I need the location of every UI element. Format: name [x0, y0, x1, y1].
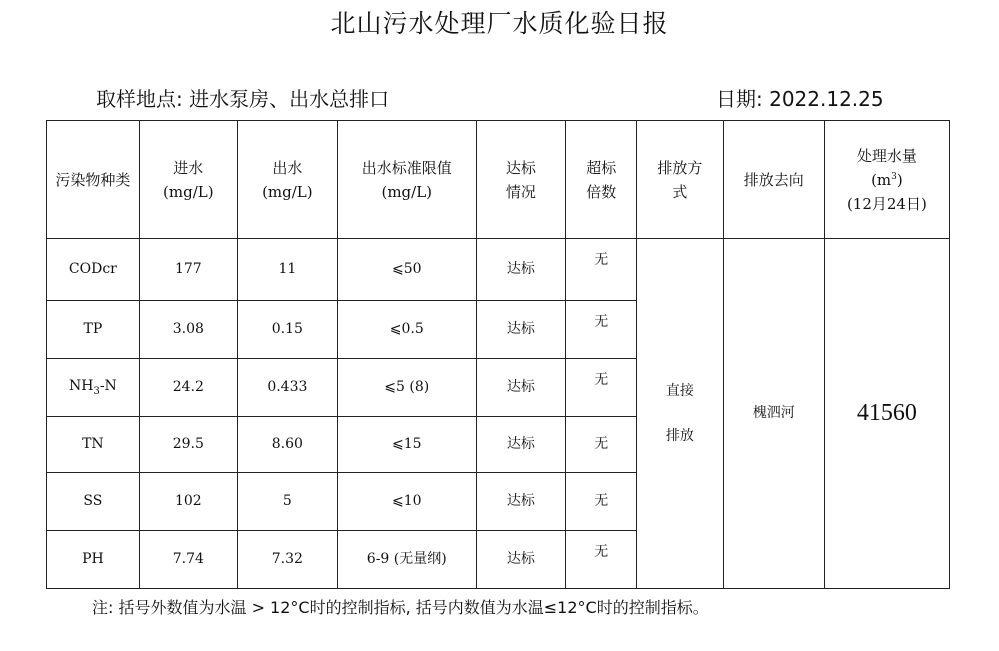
header-pollutant: 污染物种类 — [47, 121, 140, 239]
limit-value: 6-9 (无量纲) — [337, 531, 476, 589]
discharge-method: 直接 排放 — [637, 239, 724, 589]
header-inflow: 进水 (mg/L) — [139, 121, 237, 239]
pollutant-name: TN — [47, 417, 140, 473]
compliance-status: 达标 — [476, 301, 566, 359]
outflow-value: 0.15 — [237, 301, 337, 359]
inflow-value: 102 — [139, 473, 237, 531]
footnote: 注: 括号外数值为水温 > 12°C时的控制指标, 括号内数值为水温≤12°C时的控制指标。 — [92, 598, 709, 617]
pollutant-name: $NH_3-N$ — [47, 359, 140, 417]
inflow-value: 24.2 — [139, 359, 237, 417]
outflow-value: 11 — [237, 239, 337, 301]
discharge-destination: 槐泗河 — [723, 239, 824, 589]
header-discharge-destination: 排放去向 — [723, 121, 824, 239]
inflow-value: 7.74 — [139, 531, 237, 589]
water-quality-table — [46, 120, 950, 589]
exceed-multiple: 无 — [566, 239, 637, 301]
exceed-multiple: 无 — [566, 531, 637, 589]
limit-value: ⩽0.5 — [337, 301, 476, 359]
pollutant-name: SS — [47, 473, 140, 531]
compliance-status: 达标 — [476, 359, 566, 417]
exceed-multiple: 无 — [566, 359, 637, 417]
pollutant-name: PH — [47, 531, 140, 589]
outflow-value: 8.60 — [237, 417, 337, 473]
inflow-value: 3.08 — [139, 301, 237, 359]
table-row — [47, 239, 950, 301]
header-limit: 出水标准限值 (mg/L) — [337, 121, 476, 239]
compliance-status: 达标 — [476, 531, 566, 589]
report-title: 北山污水处理厂水质化验日报 — [330, 9, 669, 38]
treated-volume: 41560 — [824, 239, 949, 589]
outflow-value: 7.32 — [237, 531, 337, 589]
header-treated-volume: 处理水量 $(m^3)$ (12月24日) — [824, 121, 949, 239]
exceed-multiple: 无 — [566, 301, 637, 359]
header-exceed: 超标 倍数 — [566, 121, 637, 239]
limit-value: ⩽10 — [337, 473, 476, 531]
compliance-status: 达标 — [476, 473, 566, 531]
limit-value: ⩽15 — [337, 417, 476, 473]
inflow-value: 29.5 — [139, 417, 237, 473]
header-discharge-method: 排放方 式 — [637, 121, 724, 239]
inflow-value: 177 — [139, 239, 237, 301]
header-row — [47, 121, 950, 239]
pollutant-name: CODcr — [47, 239, 140, 301]
exceed-multiple: 无 — [566, 473, 637, 531]
header-compliance: 达标 情况 — [476, 121, 566, 239]
limit-value: ⩽5 (8) — [337, 359, 476, 417]
exceed-multiple: 无 — [566, 417, 637, 473]
limit-value: ⩽50 — [337, 239, 476, 301]
sampling-location: 取样地点: 进水泵房、出水总排口 — [96, 87, 390, 111]
header-outflow: 出水 (mg/L) — [237, 121, 337, 239]
compliance-status: 达标 — [476, 239, 566, 301]
compliance-status: 达标 — [476, 417, 566, 473]
pollutant-name: TP — [47, 301, 140, 359]
outflow-value: 0.433 — [237, 359, 337, 417]
report-date: 日期: 2022.12.25 — [716, 87, 884, 111]
outflow-value: 5 — [237, 473, 337, 531]
